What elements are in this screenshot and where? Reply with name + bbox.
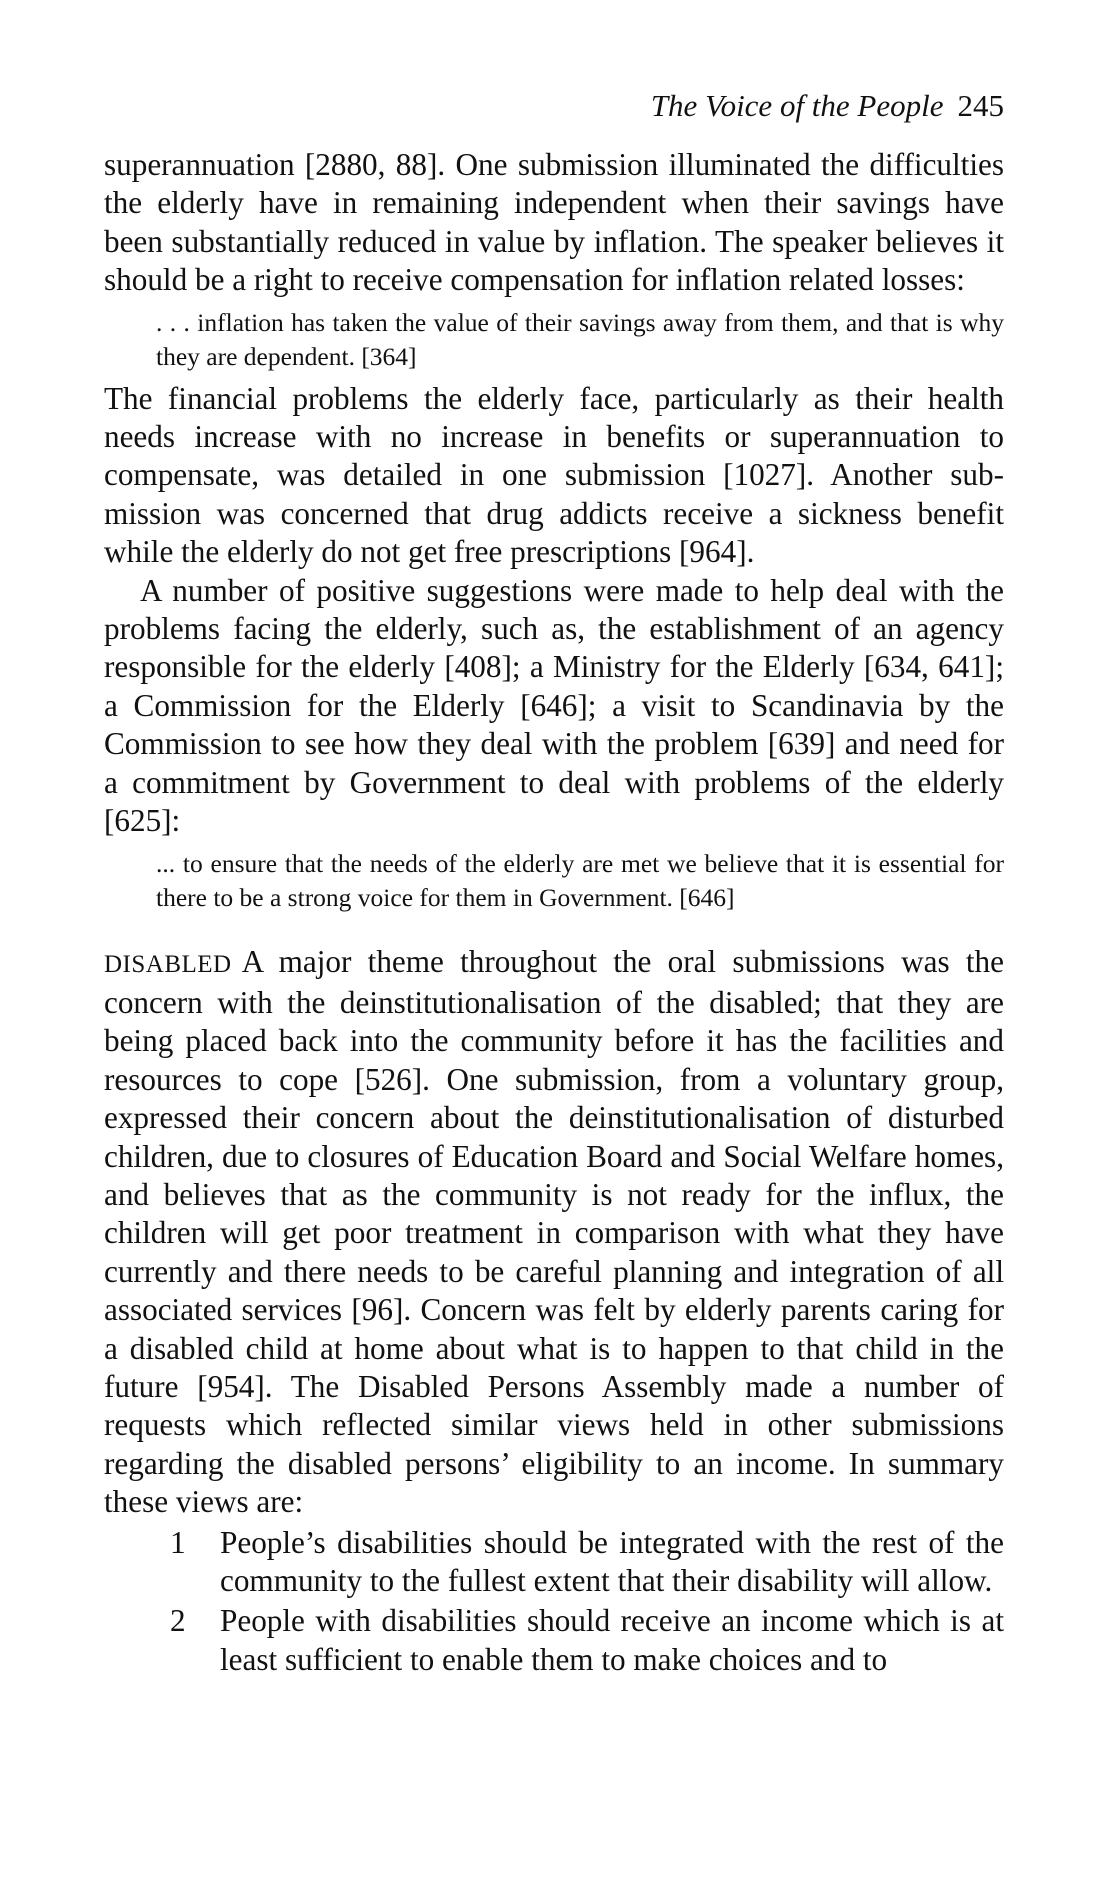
section-label: DISABLED [104, 950, 232, 978]
list-item-number: 2 [170, 1603, 186, 1639]
paragraph-4: A major theme throughout the oral submissions was the concern with the deinstitutionalisation of the disabled; that they are being placed back into the community before it has the facilities and resources to cope [526]. One submission, from a voluntary group, expressed their concern about the deinstitutionalisation of disturbed children, due to closures of Education Board and Social Welfare homes, and believes that as the community is not ready for the influx, the children will get poor treatment in comparison with what they have currently and there needs to be careful planning and integration of all associated services [96]. Concern was felt by elderly parents caring for a disabled child at home about what is to happen to that child in the future [954]. The Disabled Persons Assembly made a number of requests which reflected similar views held in other submissions regarding the disabled persons’ eligibility to an income. In summary these views are: [104, 943, 1004, 1520]
block-quote-2: ... to ensure that the needs of the elderly are met we believe that it is essential for there to be a strong voice for them in Government. [646] [156, 848, 1004, 912]
list-item-text: People’s disabilities should be integrated with the rest of the community to the fullest extent that their disability will allow. [220, 1524, 1004, 1598]
running-header [651, 86, 1004, 126]
page-body [104, 146, 1004, 1679]
list-item [164, 1602, 1004, 1679]
numbered-list [164, 1524, 1004, 1680]
disabled-section-paragraph [104, 943, 1004, 1522]
paragraph-2: The financial problems the elderly face, particularly as their health needs increase with no increase in benefits or superannuation to compensate, was detailed in one submission [1027]. Another submission was concerned that drug addicts receive a sickness benefit while the elderly do not get free prescriptions [964]. [104, 380, 1004, 570]
page-number: 245 [957, 88, 1004, 123]
paragraph-3: A number of positive suggestions were made to help deal with the problems facing the elderly, such as, the establishment of an agency responsible for the elderly [408]; a Ministry for the Elderly [634, 641]; a Commission for the Elderly [646]; a visit to Scandinavia by the Commission to see how they deal with the problem [639] and need for a commitment by Government to deal with problems of the elderly [625]: [104, 572, 1004, 839]
block-quote-1: . . . inflation has taken the value of their savings away from them, and that is why they are dependent. [364] [156, 307, 1004, 371]
list-item-number: 1 [170, 1524, 186, 1560]
paragraph-1: superannuation [2880, 88]. One submission illuminated the difficulties the elderly have in remaining independent when their savings have been substantially reduced in value by inflation. The speaker believes it should be a right to receive compensation for inflation related losses: [104, 147, 1004, 298]
running-title: The Voice of the People [650, 88, 944, 123]
list-item [164, 1524, 1004, 1601]
list-item-text: People with disabilities should receive an income which is at least sufficient to enable them to make choices and to [220, 1603, 1004, 1677]
